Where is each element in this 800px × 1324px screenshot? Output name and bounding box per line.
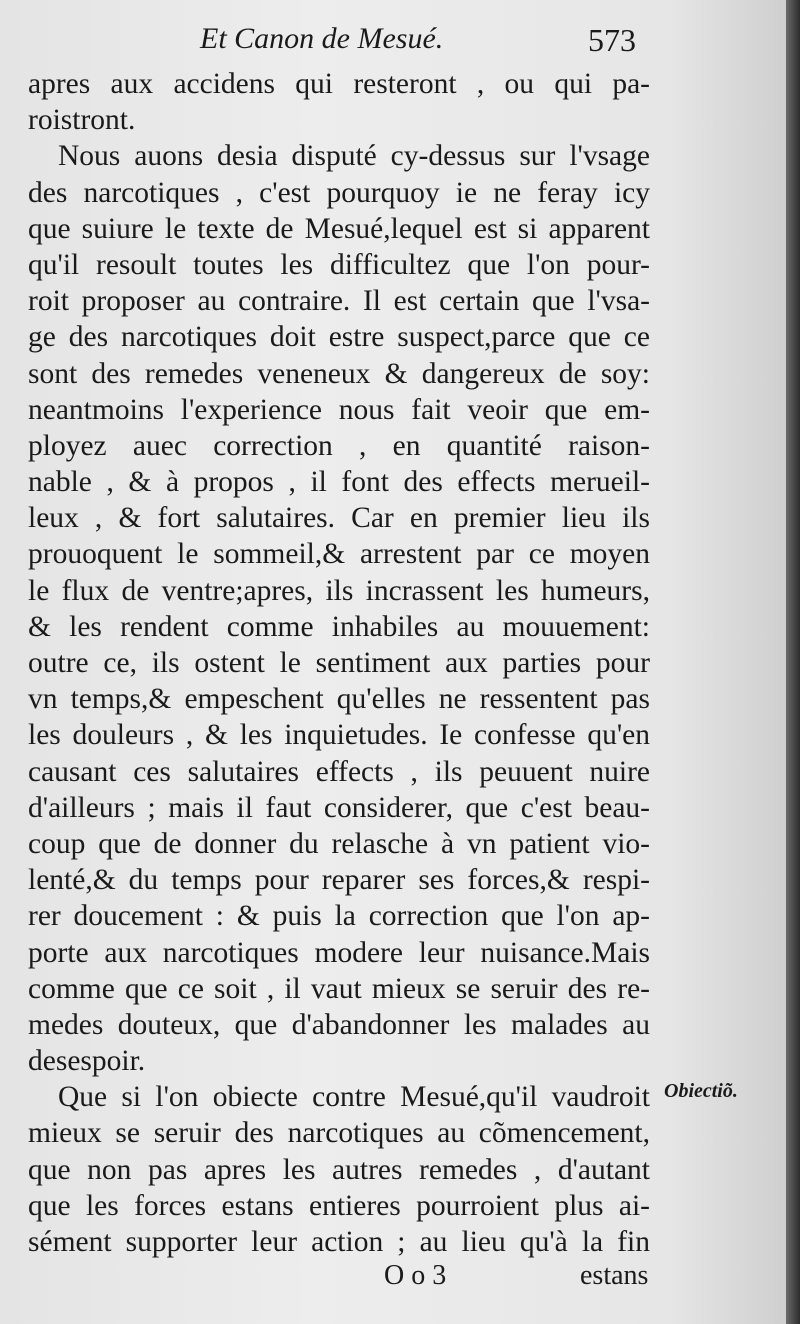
text-line: nable , & à propos , il font des effects merueil- xyxy=(28,466,650,499)
body-text xyxy=(28,66,650,1260)
text-line: sont des remedes veneneux & dangereux de soy: xyxy=(28,357,650,390)
text-line: Nous auons desia disputé cy-dessus sur l'vsage xyxy=(58,140,650,173)
text-line: qu'il resoult toutes les difficultez que l'on pour- xyxy=(28,248,650,281)
page-header xyxy=(0,18,786,62)
text-line: medes douteux, que d'abandonner les malades au xyxy=(28,1008,650,1041)
text-line: vn temps,& empeschent qu'elles ne ressentent pas xyxy=(28,683,650,716)
text-line: sément supporter leur action ; au lieu qu'à la fin xyxy=(28,1226,650,1258)
running-title: Et Canon de Mesué. xyxy=(200,22,444,55)
text-line: que les forces estans entieres pourroient plus ai- xyxy=(28,1189,650,1222)
text-line: neantmoins l'experience nous fait veoir que em- xyxy=(28,393,650,426)
text-line: rer doucement : & puis la correction que l'on ap- xyxy=(28,900,650,933)
text-line: desespoir. xyxy=(28,1045,146,1078)
margin-note: Obiectiõ. xyxy=(664,1080,738,1102)
text-line: apres aux accidens qui resteront , ou qui pa- xyxy=(28,68,650,100)
text-line: roistront. xyxy=(28,104,136,137)
text-line: ployez auec correction , en quantité raison- xyxy=(28,429,650,462)
page-footer xyxy=(0,1260,786,1300)
text-line: des narcotiques , c'est pourquoy ie ne feray icy xyxy=(28,176,650,209)
text-line: comme que ce soit , il vaut mieux se seruir des re- xyxy=(28,972,650,1005)
text-line: lenté,& du temps pour reparer ses forces,& respi- xyxy=(28,864,650,897)
text-line: & les rendent comme inhabiles au mouuement: xyxy=(28,610,650,643)
text-line: porte aux narcotiques modere leur nuisance.Mais xyxy=(28,936,650,969)
text-line: mieux se seruir des narcotiques au cõmencement, xyxy=(28,1117,650,1150)
page-number: 573 xyxy=(588,22,636,58)
text-line: leux , & fort salutaires. Car en premier lieu ils xyxy=(28,502,650,535)
text-line: causant ces salutaires effects , ils peuuent nuire xyxy=(28,755,650,788)
text-line: roit proposer au contraire. Il est certain que l'vsa- xyxy=(28,285,650,318)
book-spine xyxy=(786,0,800,1324)
catchword: estans xyxy=(580,1260,649,1291)
text-line: que non pas apres les autres remedes , d'autant xyxy=(28,1153,650,1186)
text-line: prouoquent le sommeil,& arrestent par ce moyen xyxy=(28,538,650,571)
text-line: outre ce, ils ostent le sentiment aux parties pour xyxy=(28,647,650,679)
text-line: d'ailleurs ; mais il faut considerer, que c'est beau- xyxy=(28,791,650,824)
text-line: Que si l'on obiecte contre Mesué,qu'il vaudroit xyxy=(58,1081,650,1114)
text-line: ge des narcotiques doit estre suspect,parce que ce xyxy=(28,321,650,354)
text-line: coup que de donner du relasche à vn patient vio- xyxy=(28,827,650,860)
text-line: les douleurs , & les inquietudes. Ie confesse qu'en xyxy=(28,719,650,752)
text-line: que suiure le texte de Mesué,lequel est si apparent xyxy=(28,212,650,245)
signature-mark: O o 3 xyxy=(384,1260,447,1291)
text-line: le flux de ventre;apres, ils incrassent les humeurs, xyxy=(28,574,650,607)
